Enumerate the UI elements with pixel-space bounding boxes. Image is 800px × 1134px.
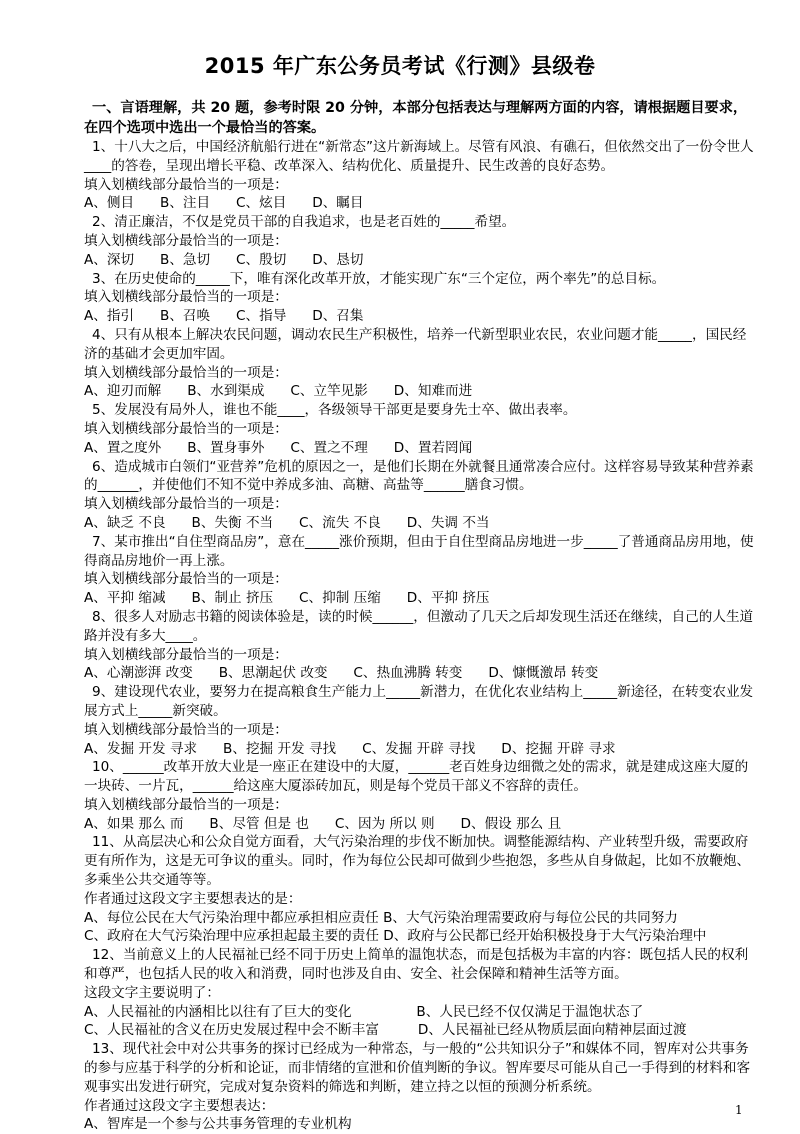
answer-options: A、置之度外 B、置身事外 C、置之不理 D、置若罔闻 [84,439,473,456]
question-instruction: 这段文字主要说明了： [84,984,220,1001]
answer-options: C、政府在大气污染治理中应承担起最主要的责任 D、政府与公民都已经开始积极投身于大气污染治理中 [84,928,707,945]
question-instruction: 填入划横线部分最恰当的一项是： [84,232,288,249]
answer-options: A、心潮澎湃 改变 B、思潮起伏 改变 C、热血沸腾 转变 D、慷慨激昂 转变 [84,665,599,682]
question-stem: 9、建设现代农业，要努力在提高粮食生产能力上_____新潜力，在优化农业结构上_____新途径，在转变农业发展方式上_____新突破。 [84,684,754,719]
question-instruction: 填入划横线部分最恰当的一项是： [84,571,288,588]
document-body [84,138,756,1134]
question-instruction: 填入划横线部分最恰当的一项是： [84,289,288,306]
answer-options: C、人民福祉的含义在历史发展过程中会不断丰富 D、人民福祉已经从物质层面向精神层面过渡 [84,1022,687,1039]
answer-options: A、缺乏 不良 B、失衡 不当 C、流失 不良 D、失调 不当 [84,514,490,531]
answer-options: A、迎刃而解 B、水到渠成 C、立竿见影 D、知难而进 [84,383,473,400]
question-instruction: 填入划横线部分最恰当的一项是： [84,721,288,738]
question-stem: 6、造成城市白领们“亚营养”危机的原因之一，是他们长期在外就餐且通常凑合应付。这样容易导致某种营养素的______，并使他们不知不觉中养成多油、高糖、高盐等______膳食习惯。 [84,458,754,494]
question-instruction: 填入划横线部分最恰当的一项是： [84,176,288,193]
question-instruction: 作者通过这段文字主要想表达的是： [84,890,302,907]
section-heading: 一、言语理解，共 20 题，参考时限 20 分钟，本部分包括表达与理解两方面的内容，请根据题目要求，在四个选项中选出一个最恰当的答案。 [84,100,748,136]
answer-options: A、如果 那么 而 B、尽管 但是 也 C、因为 所以 则 D、假设 那么 且 [84,815,562,832]
page-number: 1 [735,1103,743,1117]
answer-options: A、指引 B、召唤 C、指导 D、召集 [84,308,364,325]
question-stem: 5、发展没有局外人，谁也不能____，各级领导干部更是要身先士卒、做出表率。 [92,402,577,419]
answer-options: A、智库是一个参与公共事务管理的专业机构 [84,1116,352,1133]
question-stem: 7、某市推出“自住型商品房”，意在_____涨价预期，但由于自住型商品房地进一步_____了普通商品房用地，使得商品房地价一再上涨。 [84,533,754,569]
question-stem: 13、现代社会中对公共事务的探讨已经成为一种常态，与一般的“公共知识分子”和媒体不同，智库对公共事务的参与应基于科学的分析和论证，而非情绪的宣泄和价值判断的争议。智库要尽可能从自己一手得到的材料和客观事实出发进行研究，完成对复杂资料的筛选和判断，建立持之以恒的预测分析系统。 [84,1041,751,1095]
question-instruction: 填入划横线部分最恰当的一项是： [84,646,288,663]
question-instruction: 填入划横线部分最恰当的一项是： [84,796,288,813]
question-stem: 2、清正廉洁，不仅是党员干部的自我追求，也是老百姓的_____希望。 [92,214,516,231]
question-instruction: 填入划横线部分最恰当的一项是： [84,496,288,513]
answer-options: A、深切 B、急切 C、殷切 D、恳切 [84,251,364,268]
question-stem: 8、很多人对励志书籍的阅读体验是，读的时候______，但激动了几天之后却发现生活还在继续，自己的人生道路并没有多大____。 [84,608,754,644]
question-instruction: 作者通过这段文字主要想表达： [84,1097,275,1114]
answer-options: A、平抑 缩减 B、制止 挤压 C、抑制 压缩 D、平抑 挤压 [84,590,490,607]
question-stem: 3、在历史使命的_____下，唯有深化改革开放，才能实现广东“三个定位，两个率先”的总目标。 [92,270,666,287]
question-stem: 10、______改革开放大业是一座正在建设中的大厦，______老百姓身边细微之处的需求，就是建成这座大厦的一块砖、一片瓦，______给这座大厦添砖加瓦，则是每个党员干部义不容辞的责任。 [84,759,749,795]
answer-options: A、发掘 开发 寻求 B、挖掘 开发 寻找 C、发掘 开辟 寻找 D、挖掘 开辟 寻求 [84,740,616,757]
answer-options: A、人民福祉的内涵相比以往有了巨大的变化 B、人民已经不仅仅满足于温饱状态了 [84,1003,644,1020]
question-stem: 4、只有从根本上解决农民问题，调动农民生产积极性，培养一代新型职业农民，农业问题才能_____，国民经济的基础才会更加牢固。 [84,326,747,362]
question-stem: 11、从高层决心和公众自觉方面看，大气污染治理的步伐不断加快。调整能源结构、产业转型升级，需要政府更有所作为，这是无可争议的重头。同时，作为每位公民却可做到少些抱怨，多些从自身做起，比如不放鞭炮、多乘坐公共交通等等。 [84,834,751,889]
question-instruction: 填入划横线部分最恰当的一项是： [84,420,288,437]
question-stem: 12、当前意义上的人民福祉已经不同于历史上简单的温饱状态，而是包括极为丰富的内容：既包括人民的权利和尊严，也包括人民的收入和消费，同时也涉及自由、安全、社会保障和精神生活等方面。 [84,947,749,983]
question-stem: 1、十八大之后，中国经济航船行进在“新常态”这片新海域上。尽管有风浪、有礁石，但依然交出了一份令世人____的答卷，呈现出增长平稳、改革深入、结构优化、质量提升、民生改善的良好态势。 [84,139,754,174]
answer-options: A、每位公民在大气污染治理中都应承担相应责任 B、大气污染治理需要政府与每位公民的共同努力 [84,909,678,926]
answer-options: A、侧目 B、注目 C、炫目 D、瞩目 [84,195,364,212]
page-title: 2015 年广东公务员考试《行测》县级卷 [204,54,596,78]
question-instruction: 填入划横线部分最恰当的一项是： [84,364,288,381]
